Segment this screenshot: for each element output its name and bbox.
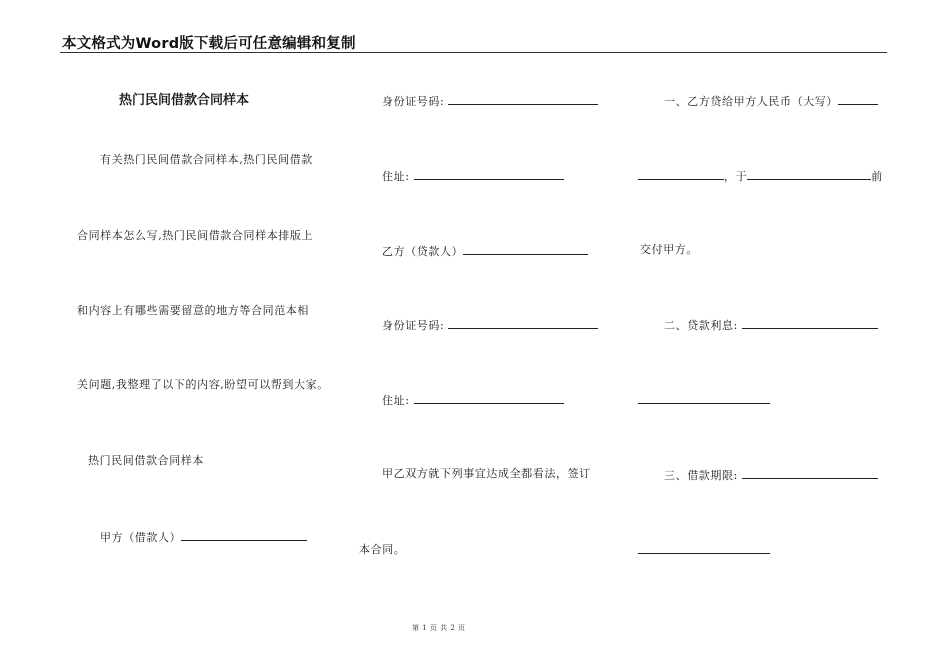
intro-line-2: 合同样本怎么写,热门民间借款合同样本排版上 <box>77 229 314 242</box>
party-a-blank <box>181 530 307 541</box>
party-b-row <box>382 244 588 257</box>
clause-2-label: 二、贷款利息: <box>664 319 738 332</box>
party-b-blank <box>463 244 588 255</box>
clause-1-continuation: 交付甲方。 <box>640 243 698 256</box>
address-label-1: 住址: <box>382 170 410 183</box>
address-blank-1 <box>414 169 564 180</box>
party-a-row <box>100 530 307 543</box>
intro-line-3: 和内容上有哪些需要留意的地方等合同范本相 <box>77 304 309 317</box>
id-number-blank-2 <box>448 318 598 329</box>
page-number: 第 1 页 共 2 页 <box>412 624 466 632</box>
intro-line-4: 关问题,我整理了以下的内容,盼望可以帮到大家。 <box>77 378 329 391</box>
header-divider <box>60 52 887 53</box>
agreement-line-1: 甲乙双方就下列事宜达成全都看法，签订 <box>382 467 591 480</box>
address-blank-2 <box>414 393 564 404</box>
clause-2-row <box>664 318 878 331</box>
party-a-label: 甲方（借款人） <box>100 531 182 544</box>
document-title: 热门民间借款合同样本 <box>119 93 250 108</box>
id-number-label-2: 身份证号码: <box>382 319 445 332</box>
contract-subtitle: 热门民间借款合同样本 <box>88 454 204 467</box>
clause-3-blank-cont <box>638 553 770 554</box>
party-b-label: 乙方（贷款人） <box>382 245 464 258</box>
clause-2-blank-cont <box>638 403 770 404</box>
clause-2-blank <box>742 318 878 329</box>
address-row-1 <box>382 169 564 182</box>
clause-1-mid-text: ，于 <box>724 170 748 183</box>
clause-1-date-row <box>638 169 883 182</box>
clause-1-amount-blank <box>838 94 878 105</box>
id-number-blank-1 <box>448 94 598 105</box>
clause-1-amount-blank-cont <box>638 169 724 180</box>
id-number-label-1: 身份证号码: <box>382 95 445 108</box>
agreement-line-2: 本合同。 <box>359 543 406 556</box>
clause-1-date-blank <box>747 169 871 180</box>
clause-1-row <box>664 94 878 107</box>
clause-3-label: 三、借款期限: <box>664 469 738 482</box>
address-row-2 <box>382 393 564 406</box>
clause-1-end-text: 前 <box>871 170 883 183</box>
clause-3-blank <box>742 468 878 479</box>
address-label-2: 住址: <box>382 394 410 407</box>
id-number-row-2 <box>382 318 598 331</box>
intro-line-1: 有关热门民间借款合同样本,热门民间借款 <box>100 153 313 166</box>
id-number-row-1 <box>382 94 598 107</box>
clause-1-label: 一、乙方贷给甲方人民币（大写） <box>664 95 838 108</box>
clause-3-row <box>664 468 878 481</box>
header-title: 本文格式为Word版下载后可任意编辑和复制 <box>62 36 356 52</box>
